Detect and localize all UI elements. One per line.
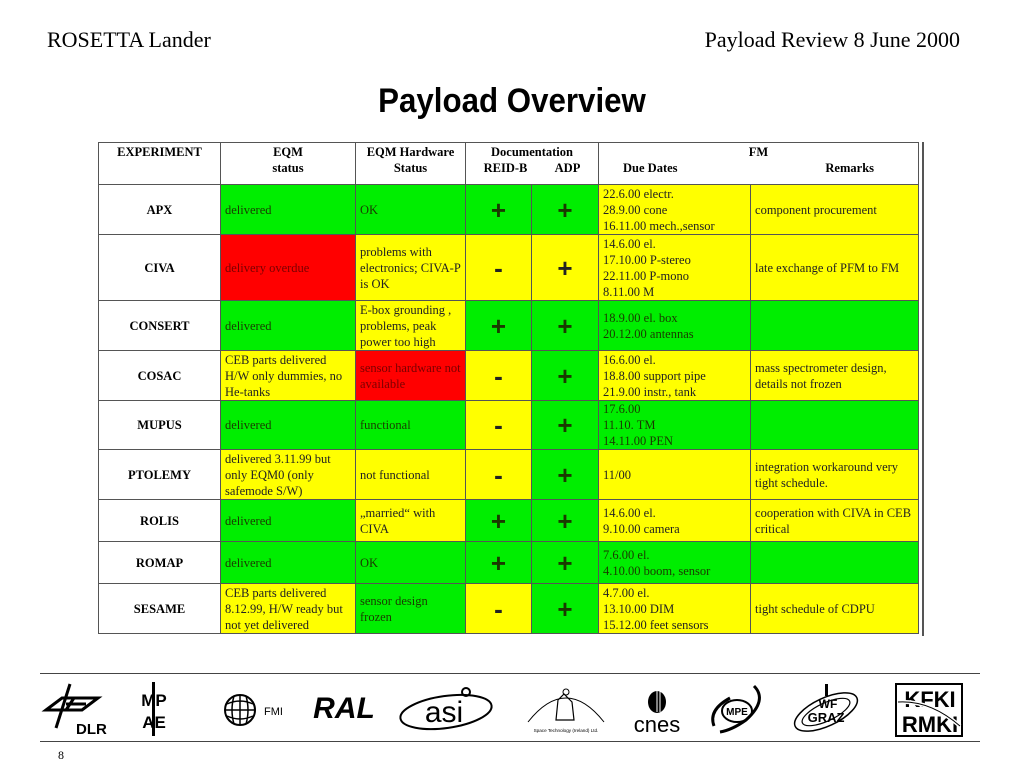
due-dates-cell: [599, 500, 751, 542]
adp-cell: +: [532, 500, 599, 542]
footer-rule-bottom: [40, 741, 980, 742]
logo-kfki-top: KFKI: [904, 687, 956, 712]
col-header-experiment: EXPERIMENT: [99, 143, 221, 185]
logo-dlr-text: DLR: [76, 721, 107, 738]
remarks-cell: cooperation with CIVA in CEB critical: [751, 500, 919, 542]
col-header-reid-b: REID-B: [483, 161, 528, 175]
due-date-line: 14.11.00 PEN: [603, 434, 674, 448]
eqm-status-cell: delivered 3.11.99 but only EQM0 (only safemode S/W): [221, 450, 356, 500]
logo-fmi: [222, 680, 292, 738]
reid-b-cell: -: [466, 351, 532, 401]
logo-mpae-top: MP: [141, 691, 167, 710]
due-date-line: 11/00: [603, 467, 632, 482]
header-left: ROSETTA Lander: [47, 27, 211, 52]
logo-iwf-graz: [788, 680, 864, 738]
adp-cell: +: [532, 351, 599, 401]
page-title: Payload Overview: [378, 82, 646, 120]
col-header-eqm-status: EQM status: [221, 143, 356, 185]
due-date-line: 14.6.00 el.: [603, 236, 656, 251]
eqm-status-cell: delivered: [221, 301, 356, 351]
due-date-line: 4.10.00 boom, sensor: [603, 563, 711, 578]
col-header-fm: FM Due Dates Remarks: [599, 143, 919, 185]
logo-mpae: [138, 680, 170, 738]
logo-asi: [396, 680, 496, 738]
due-dates-cell: [599, 401, 751, 450]
due-date-line: 21.9.00 instr., tank: [603, 384, 697, 399]
reid-b-cell: -: [466, 401, 532, 450]
logo-cnes: [626, 680, 688, 738]
page-number: 8: [58, 748, 64, 762]
due-dates-cell: [599, 542, 751, 584]
experiment-name: PTOLEMY: [99, 450, 221, 500]
logo-fmi-text: FMI: [264, 706, 283, 718]
eqm-hardware-cell: problems with electronics; CIVA-P is OK: [356, 235, 466, 301]
due-dates-cell: [599, 235, 751, 301]
eqm-status-cell: delivered: [221, 542, 356, 584]
table-row: [99, 351, 919, 401]
due-date-line: 15.12.00 feet sensors: [603, 617, 709, 632]
due-date-line: 9.10.00 camera: [603, 521, 680, 536]
reid-b-cell: +: [466, 542, 532, 584]
payload-table: [98, 142, 919, 634]
logo-space-technology-ireland: [520, 680, 612, 738]
due-dates-cell: [599, 185, 751, 235]
eqm-status-cell: CEB parts delivered 8.12.99, H/W ready but not yet delivered: [221, 584, 356, 634]
due-date-line: 17.10.00 P-stereo: [603, 252, 691, 267]
experiment-name: APX: [99, 185, 221, 235]
remarks-cell: integration workaround very tight schedule.: [751, 450, 919, 500]
logo-kfki-rmki: [894, 680, 966, 738]
adp-cell: +: [532, 301, 599, 351]
due-date-line: 4.7.00 el.: [603, 585, 650, 600]
experiment-name: MUPUS: [99, 401, 221, 450]
remarks-cell: late exchange of PFM to FM: [751, 235, 919, 301]
eqm-hardware-cell: sensor design frozen: [356, 584, 466, 634]
table-row: [99, 542, 919, 584]
table-side-rule: [922, 142, 924, 636]
eqm-hardware-cell: sensor hardware not available: [356, 351, 466, 401]
logo-iwf-bottom: GRAZ: [807, 710, 845, 725]
table-row: [99, 500, 919, 542]
table-row: [99, 401, 919, 450]
adp-cell: +: [532, 450, 599, 500]
due-date-line: 11.10. TM: [603, 418, 656, 432]
due-date-line: 17.6.00: [603, 402, 641, 416]
experiment-name: SESAME: [99, 584, 221, 634]
experiment-name: CIVA: [99, 235, 221, 301]
experiment-name: ROLIS: [99, 500, 221, 542]
table-row: [99, 185, 919, 235]
logo-dlr: [40, 680, 115, 738]
experiment-name: COSAC: [99, 351, 221, 401]
eqm-status-cell: delivered: [221, 185, 356, 235]
col-header-adp: ADP: [554, 161, 581, 175]
reid-b-cell: -: [466, 584, 532, 634]
adp-cell: +: [532, 584, 599, 634]
experiment-name: CONSERT: [99, 301, 221, 351]
footer-rule-top: [40, 673, 980, 674]
adp-cell: +: [532, 185, 599, 235]
due-date-line: 18.8.00 support pipe: [603, 368, 706, 383]
table-header-row: [99, 143, 919, 185]
due-date-line: 14.6.00 el.: [603, 505, 656, 520]
logo-ral: RAL: [313, 692, 375, 725]
due-dates-cell: [599, 351, 751, 401]
experiment-name: ROMAP: [99, 542, 221, 584]
due-date-line: 13.10.00 DIM: [603, 601, 675, 616]
logo-kfki-bottom: RMKI: [901, 712, 959, 737]
logo-mpe-text: MPE: [726, 707, 748, 718]
table-row: [99, 584, 919, 634]
logo-asi-text: asi: [424, 696, 464, 729]
eqm-hardware-cell: OK: [356, 185, 466, 235]
table-row: [99, 450, 919, 500]
reid-b-cell: +: [466, 185, 532, 235]
eqm-hardware-cell: functional: [356, 401, 466, 450]
remarks-cell: mass spectrometer design, details not frozen: [751, 351, 919, 401]
eqm-hardware-cell: not functional: [356, 450, 466, 500]
reid-b-cell: -: [466, 235, 532, 301]
eqm-hardware-cell: OK: [356, 542, 466, 584]
logo-stil-text: Space Technology (Ireland) Ltd.: [533, 728, 599, 733]
remarks-cell: [751, 401, 919, 450]
due-date-line: 22.11.00 P-mono: [603, 268, 690, 283]
remarks-cell: tight schedule of CDPU: [751, 584, 919, 634]
adp-cell: +: [532, 542, 599, 584]
reid-b-cell: -: [466, 450, 532, 500]
eqm-status-cell: CEB parts delivered H/W only dummies, no He-tanks: [221, 351, 356, 401]
adp-cell: +: [532, 235, 599, 301]
due-date-line: 8.11.00 M: [603, 284, 655, 299]
eqm-status-cell: delivered: [221, 500, 356, 542]
adp-cell: +: [532, 401, 599, 450]
due-date-line: 28.9.00 cone: [603, 202, 668, 217]
logo-mpe: [706, 680, 768, 738]
remarks-cell: [751, 301, 919, 351]
due-dates-cell: [599, 450, 751, 500]
eqm-hardware-cell: E-box grounding , problems, peak power too high: [356, 301, 466, 351]
eqm-status-cell: delivery overdue: [221, 235, 356, 301]
header-right: Payload Review 8 June 2000: [704, 27, 960, 52]
col-header-due-dates: Due Dates: [623, 161, 678, 175]
due-date-line: 20.12.00 antennas: [603, 326, 694, 341]
eqm-status-cell: delivered: [221, 401, 356, 450]
eqm-hardware-cell: „married“ with CIVA: [356, 500, 466, 542]
table-row: [99, 301, 919, 351]
due-date-line: 7.6.00 el.: [603, 547, 650, 562]
remarks-cell: component procurement: [751, 185, 919, 235]
remarks-cell: [751, 542, 919, 584]
col-header-eqm-hardware: EQM Hardware Status: [356, 143, 466, 185]
due-dates-cell: [599, 301, 751, 351]
due-date-line: 22.6.00 electr.: [603, 186, 674, 201]
reid-b-cell: +: [466, 500, 532, 542]
due-dates-cell: [599, 584, 751, 634]
table-row: [99, 235, 919, 301]
reid-b-cell: +: [466, 301, 532, 351]
logo-cnes-text: cnes: [633, 712, 681, 737]
due-date-line: 16.6.00 el.: [603, 352, 656, 367]
due-date-line: 18.9.00 el. box: [603, 310, 678, 325]
logo-mpae-bottom: AE: [142, 713, 166, 732]
due-date-line: 16.11.00 mech.,sensor: [603, 218, 715, 233]
logo-iwf-top: WF: [818, 697, 838, 711]
col-header-remarks: Remarks: [825, 161, 875, 175]
col-header-documentation: Documentation REID-B ADP: [466, 143, 599, 185]
